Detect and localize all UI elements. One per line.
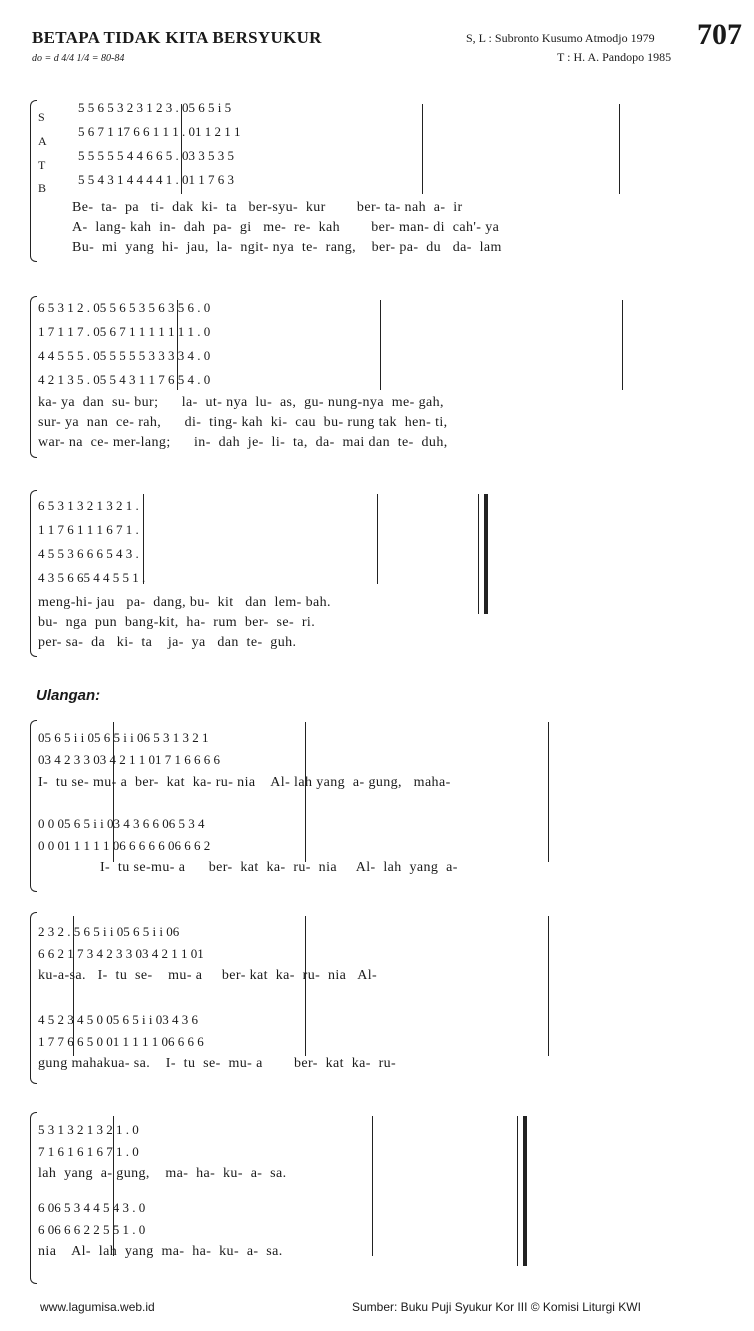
- lyric-verse-1: meng-hi- jau pa- dang, bu- kit dan lem- bah.: [38, 595, 331, 610]
- notes-alto: 7 1 6 1 6 1 6 7 1 . 0: [38, 1144, 139, 1159]
- lyric-verse-2: sur- ya nan ce- rah, di- ting- kah ki- cau bu- rung tak hen- ti,: [38, 415, 448, 430]
- notes-soprano: 2 3 2 . 5 6 5 i i 05 6 5 i i 06: [38, 924, 180, 939]
- notes-soprano: 6 5 3 1 2 . 05 5 6 5 3 5 6 3 5 6 . 0: [38, 300, 211, 315]
- notes-tenor: 4 5 2 3 4 5 0 05 6 5 i i 03 4 3 6: [38, 1012, 198, 1027]
- notes-tenor: 4 5 5 3 6 6 6 5 4 3 .: [38, 546, 139, 561]
- barline: [622, 300, 623, 390]
- system-brace: [30, 296, 37, 458]
- credit-music: S, L : Subronto Kusumo Atmodjo 1979: [466, 31, 655, 45]
- barline: [548, 916, 549, 1056]
- notes-tenor: 6 06 5 3 4 4 5 4 3 . 0: [38, 1200, 146, 1215]
- notes-alto: 03 4 2 3 3 03 4 2 1 1 01 7 1 6 6 6 6: [38, 752, 220, 767]
- final-barline: [523, 1116, 527, 1266]
- notes-tenor: 0 0 05 6 5 i i 03 4 3 6 6 06 5 3 4: [38, 816, 205, 831]
- lyric-upper: ku-a-sa. I- tu se- mu- a ber- kat ka- ru- nia Al-: [38, 968, 378, 983]
- barline: [422, 104, 423, 194]
- voice-label-a: A: [38, 134, 47, 148]
- system-brace: [30, 1112, 37, 1284]
- lyric-upper: lah yang a- gung, ma- ha- ku- a- sa.: [38, 1166, 287, 1181]
- lyric-verse-3: Bu- mi yang hi- jau, la- ngit- nya te- rang, ber- pa- du da- lam: [72, 240, 502, 255]
- barline: [372, 1116, 373, 1256]
- lyric-lower: gung mahakua- sa. I- tu se- mu- a ber- kat ka- ru-: [38, 1056, 397, 1071]
- lyric-verse-3: war- na ce- mer-lang; in- dah je- li- ta, da- mai dan te- duh,: [38, 435, 448, 450]
- lyric-upper: I- tu se- mu- a ber- kat ka- ru- nia Al- lah yang a- gung, maha-: [38, 775, 451, 790]
- footer-source: Sumber: Buku Puji Syukur Kor III © Komisi Liturgi KWI: [352, 1300, 641, 1314]
- barline: [380, 300, 381, 390]
- barline: [619, 104, 620, 194]
- lyric-verse-2: bu- nga pun bang-kit, ha- rum ber- se- ri.: [38, 615, 316, 630]
- notes-soprano: 6 5 3 1 3 2 1 3 2 1 .: [38, 498, 139, 513]
- barline: [548, 722, 549, 862]
- voice-label-s: S: [38, 110, 45, 124]
- song-title: BETAPA TIDAK KITA BERSYUKUR: [32, 28, 322, 47]
- voice-label-b: B: [38, 181, 47, 195]
- notes-bass: 1 7 7 6 6 5 0 01 1 1 1 1 06 6 6 6: [38, 1034, 204, 1049]
- notes-soprano: 5 3 1 3 2 1 3 2 1 . 0: [38, 1122, 139, 1137]
- notes-alto: 6 6 2 1 7 3 4 2 3 3 03 4 2 1 1 01: [38, 946, 204, 961]
- system-brace: [30, 100, 37, 262]
- notes-soprano: 5 5 6 5 3 2 3 1 2 3 . 05 6 5 i 5: [78, 100, 232, 115]
- system-brace: [30, 720, 37, 892]
- notes-alto: 5 6 7 1 17 6 6 1 1 1 . 01 1 2 1 1: [78, 124, 241, 139]
- lyric-verse-1: ka- ya dan su- bur; la- ut- nya lu- as, gu- nung-nya me- gah,: [38, 395, 444, 410]
- notes-bass: 4 3 5 6 65 4 4 5 5 1 .: [38, 570, 146, 585]
- lyric-lower: I- tu se-mu- a ber- kat ka- ru- nia Al- lah yang a-: [100, 860, 458, 875]
- system-brace: [30, 490, 37, 657]
- final-barline: [478, 494, 479, 614]
- final-barline: [484, 494, 488, 614]
- final-barline: [517, 1116, 518, 1266]
- notes-bass: 5 5 4 3 1 4 4 4 4 1 . 01 1 7 6 3: [78, 172, 234, 187]
- notes-bass: 6 06 6 6 2 2 5 5 1 . 0: [38, 1222, 146, 1237]
- notes-bass: 0 0 01 1 1 1 1 06 6 6 6 6 06 6 6 2: [38, 838, 211, 853]
- barline: [377, 494, 378, 584]
- key-tempo: do = d 4/4 1/4 = 80-84: [32, 53, 125, 64]
- notes-soprano: 05 6 5 i i 05 6 5 i i 06 5 3 1 3 2 1: [38, 730, 209, 745]
- voice-label-t: T: [38, 158, 46, 172]
- footer-website: www.lagumisa.web.id: [40, 1300, 155, 1314]
- song-number: 707: [697, 18, 742, 51]
- system-brace: [30, 912, 37, 1084]
- notes-bass: 4 2 1 3 5 . 05 5 4 3 1 1 7 6 5 4 . 0: [38, 372, 211, 387]
- refrain-label: Ulangan:: [36, 687, 101, 704]
- lyric-verse-2: A- lang- kah in- dah pa- gi me- re- kah ber- man- di cah'- ya: [72, 220, 500, 235]
- lyric-verse-1: Be- ta- pa ti- dak ki- ta ber-syu- kur ber- ta- nah a- ir: [72, 200, 463, 215]
- lyric-verse-3: per- sa- da ki- ta ja- ya dan te- guh.: [38, 635, 297, 650]
- notes-alto: 1 1 7 6 1 1 1 6 7 1 .: [38, 522, 139, 537]
- lyric-lower: nia Al- lah yang ma- ha- ku- a- sa.: [38, 1244, 283, 1259]
- notes-tenor: 5 5 5 5 5 4 4 6 6 5 . 03 3 5 3 5: [78, 148, 234, 163]
- barline: [305, 916, 306, 1056]
- credit-text: T : H. A. Pandopo 1985: [557, 50, 672, 64]
- notes-alto: 1 7 1 1 7 . 05 6 7 1 1 1 1 1 1 1 . 0: [38, 324, 211, 339]
- barline: [305, 722, 306, 862]
- notes-tenor: 4 4 5 5 5 . 05 5 5 5 5 3 3 3 3 4 . 0: [38, 348, 211, 363]
